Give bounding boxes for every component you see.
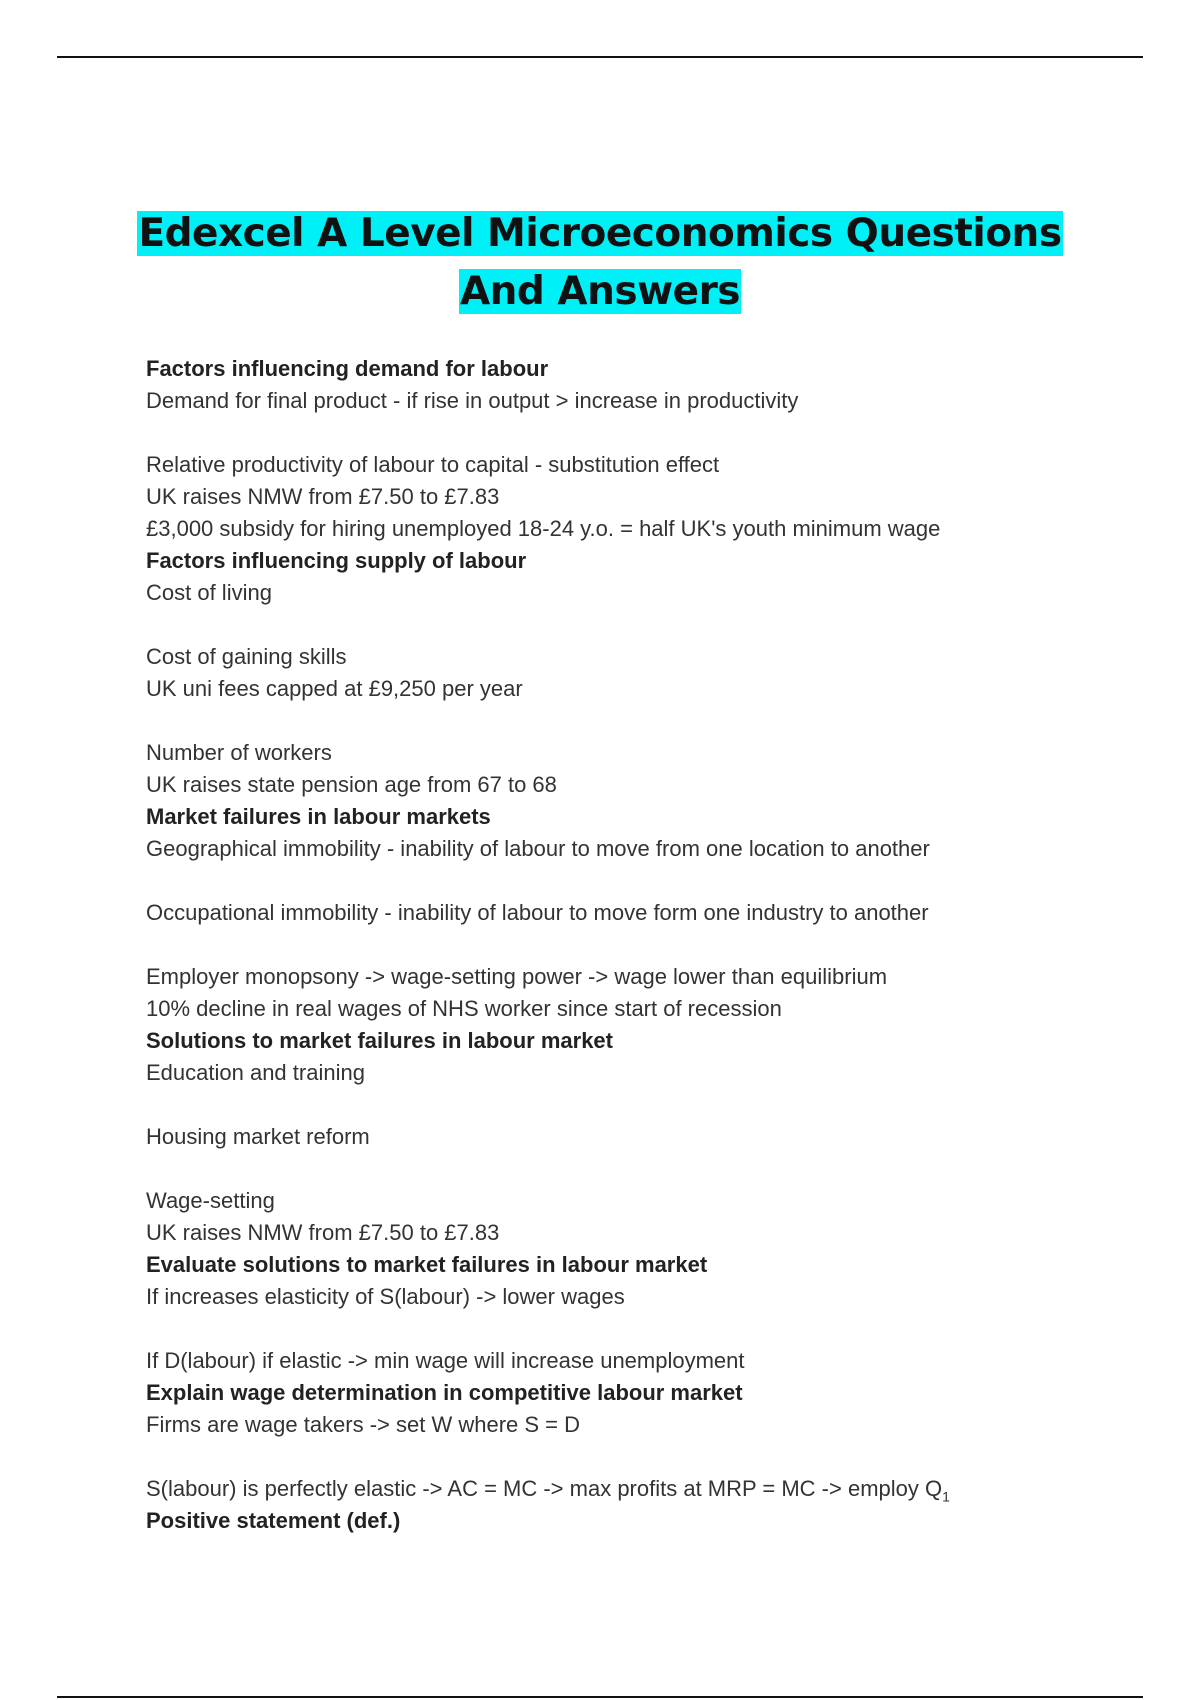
title-line-1: Edexcel A Level Microeconomics Questions <box>138 211 1062 256</box>
section-heading-evaluate: Evaluate solutions to market failures in labour market <box>146 1252 708 1277</box>
title-line-2: And Answers <box>459 269 741 314</box>
body-line: UK uni fees capped at £9,250 per year <box>146 676 523 701</box>
section-heading-wage-determination: Explain wage determination in competitive labour market <box>146 1380 743 1405</box>
body-line: Wage-setting <box>146 1188 275 1213</box>
body-line: Housing market reform <box>146 1124 370 1149</box>
body-line <box>146 1473 1086 1505</box>
body-line: UK raises NMW from £7.50 to £7.83 <box>146 484 500 509</box>
section-heading-positive-statement: Positive statement (def.) <box>146 1508 401 1533</box>
blank-line <box>146 1153 1086 1185</box>
body-line: UK raises state pension age from 67 to 68 <box>146 772 557 797</box>
body-line: £3,000 subsidy for hiring unemployed 18-24 y.o. = half UK's youth minimum wage <box>146 516 941 541</box>
body-line-text: S(labour) is perfectly elastic -> AC = MC -> max profits at MRP = MC -> employ Q <box>146 1476 943 1501</box>
body-line: Cost of gaining skills <box>146 644 347 669</box>
body-line: If D(labour) if elastic -> min wage will increase unemployment <box>146 1348 745 1373</box>
document-body <box>146 353 1086 1537</box>
bottom-rule <box>57 1696 1143 1698</box>
body-line: Firms are wage takers -> set W where S = D <box>146 1412 581 1437</box>
blank-line <box>146 609 1086 641</box>
section-heading-supply: Factors influencing supply of labour <box>146 548 527 573</box>
blank-line <box>146 929 1086 961</box>
body-line: If increases elasticity of S(labour) -> lower wages <box>146 1284 625 1309</box>
body-line: Relative productivity of labour to capital - substitution effect <box>146 452 720 477</box>
body-line: Demand for final product - if rise in output > increase in productivity <box>146 388 799 413</box>
blank-line <box>146 1441 1086 1473</box>
body-line: Geographical immobility - inability of labour to move from one location to another <box>146 836 930 861</box>
body-line: 10% decline in real wages of NHS worker since start of recession <box>146 996 782 1021</box>
document-title <box>0 205 1200 321</box>
body-line: Employer monopsony -> wage-setting power -> wage lower than equilibrium <box>146 964 888 989</box>
section-heading-solutions: Solutions to market failures in labour market <box>146 1028 613 1053</box>
subscript: 1 <box>942 1488 950 1505</box>
body-line: Cost of living <box>146 580 272 605</box>
section-heading-market-failures: Market failures in labour markets <box>146 804 491 829</box>
body-line: Occupational immobility - inability of labour to move form one industry to another <box>146 900 929 925</box>
body-line: Education and training <box>146 1060 365 1085</box>
body-line: UK raises NMW from £7.50 to £7.83 <box>146 1220 500 1245</box>
blank-line <box>146 705 1086 737</box>
blank-line <box>146 1313 1086 1345</box>
blank-line <box>146 865 1086 897</box>
blank-line <box>146 1089 1086 1121</box>
blank-line <box>146 417 1086 449</box>
section-heading-demand: Factors influencing demand for labour <box>146 356 549 381</box>
top-rule <box>57 56 1143 58</box>
body-line: Number of workers <box>146 740 332 765</box>
